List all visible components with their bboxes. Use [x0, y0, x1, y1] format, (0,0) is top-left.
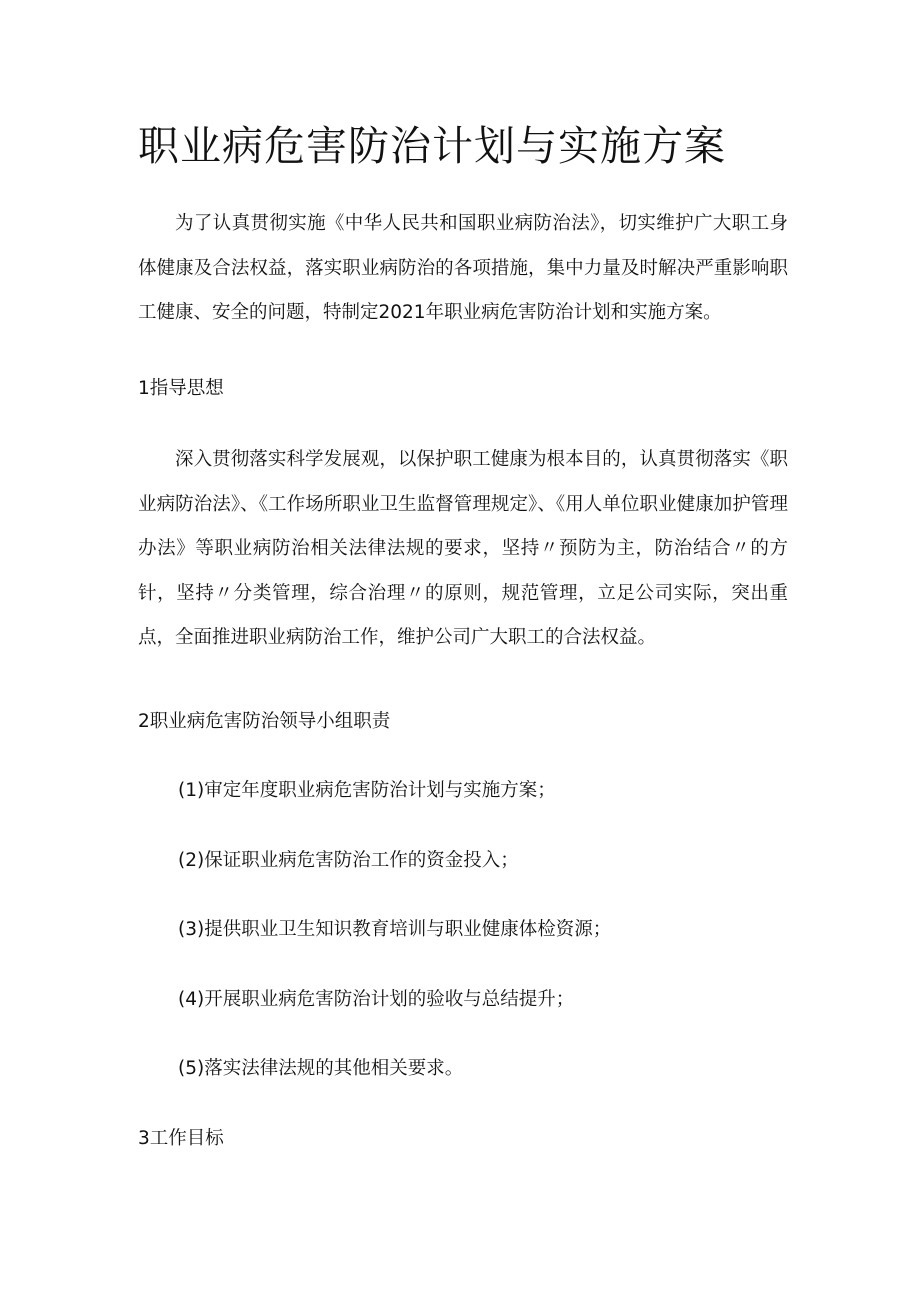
- section-2-item-1: (1)审定年度职业病危害防治计划与实施方案；: [178, 780, 556, 801]
- section-1-heading: 1指导思想: [138, 378, 224, 399]
- intro-paragraph: 为了认真贯彻实施《中华人民共和国职业病防治法》，切实维护广大职工身体健康及合法权益，落实职业病防治的各项措施，集中力量及时解决严重影响职工健康、安全的问题，特制定2021年职业病危害防治计划和实施方案。: [138, 213, 788, 323]
- section-2-item-4: (4)开展职业病危害防治计划的验收与总结提升；: [178, 989, 575, 1010]
- section-2-item-3: (3)提供职业卫生知识教育培训与职业健康体检资源；: [178, 919, 612, 940]
- section-3-heading: 3工作目标: [138, 1128, 224, 1149]
- section-1-body: 深入贯彻落实科学发展观，以保护职工健康为根本目的，认真贯彻落实《职业病防治法》、《工作场所职业卫生监督管理规定》、《用人单位职业健康加护管理办法》等职业病防治相关法律法规的要求，坚持〃预防为主，防治结合〃的方针，坚持〃分类管理，综合治理〃的原则，规范管理，立足公司实际，突出重点，全面推进职业病防治工作，维护公司广大职工的合法权益。: [138, 449, 788, 648]
- section-2-item-2: (2)保证职业病危害防治工作的资金投入；: [178, 850, 519, 871]
- section-2-item-5: (5)落实法律法规的其他相关要求。: [178, 1058, 464, 1079]
- document-title: 职业病危害防治计划与实施方案: [138, 122, 726, 170]
- section-2-heading: 2职业病危害防治领导小组职责: [138, 711, 391, 732]
